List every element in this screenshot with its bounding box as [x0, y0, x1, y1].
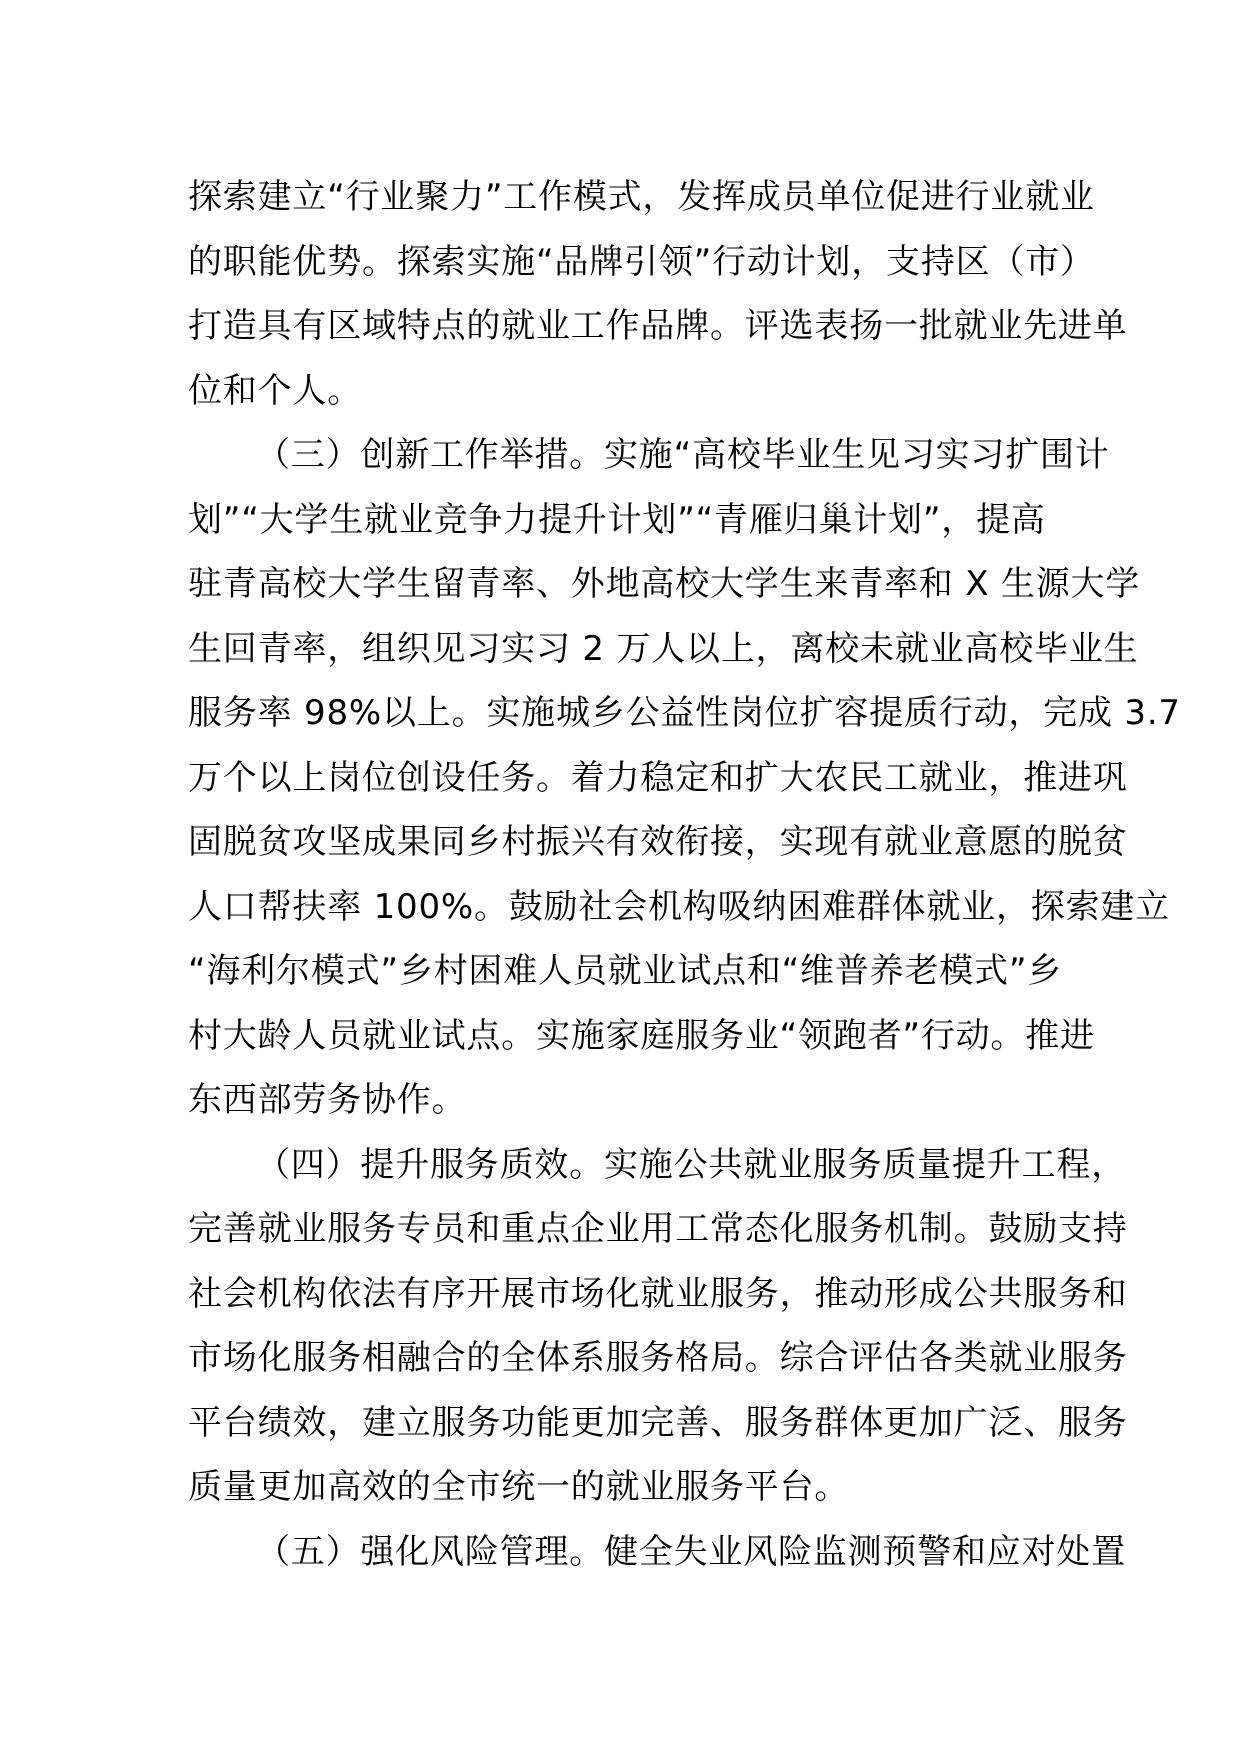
- section-heading-line: （四）提升服务质效。实施公共就业服务质量提升工程，: [256, 1144, 1126, 1185]
- section-heading-line: （三）创新工作举措。实施“高校毕业生见习实习扩围计: [256, 435, 1110, 475]
- document-body: [188, 165, 1181, 1584]
- text-line: 固脱贫攻坚成果同乡村振兴有效衔接，实现有就业意愿的脱贫: [188, 822, 1128, 862]
- section-heading-line: （五）强化风险管理。健全失业风险监测预警和应对处置: [256, 1531, 1126, 1572]
- text-line: 万个以上岗位创设任务。着力稳定和扩大农民工就业，推进巩: [188, 757, 1128, 798]
- paragraph-section-5: [188, 1520, 1126, 1585]
- text-line: 位和个人。: [188, 370, 362, 411]
- text-line: 东西部劳务协作。: [188, 1080, 467, 1120]
- text-line: 驻青高校大学生留青率、外地高校大学生来青率和 X 生源大学: [188, 564, 1141, 604]
- paragraph-section-3: [188, 423, 1181, 1133]
- text-line: 服务率 98%以上。实施城乡公益性岗位扩容提质行动，完成 3.7: [188, 693, 1181, 733]
- text-line: 探索建立“行业聚力”工作模式，发挥成员单位促进行业就业: [188, 177, 1095, 217]
- text-line: 的职能优势。探索实施“品牌引领”行动计划，支持区（市）: [188, 241, 1095, 282]
- text-line: 市场化服务相融合的全体系服务格局。综合评估各类就业服务: [188, 1338, 1128, 1378]
- text-line: 质量更加高效的全市统一的就业服务平台。: [188, 1467, 850, 1507]
- text-line: 平台绩效，建立服务功能更加完善、服务群体更加广泛、服务: [188, 1402, 1128, 1443]
- text-line: 生回青率，组织见习实习 2 万人以上，离校未就业高校毕业生: [188, 628, 1139, 669]
- text-line: 打造具有区域特点的就业工作品牌。评选表扬一批就业先进单: [188, 306, 1128, 346]
- text-line: 划”“大学生就业竞争力提升计划”“青雁归巢计划”，提高: [188, 499, 1046, 540]
- text-line: 村大龄人员就业试点。实施家庭服务业“领跑者”行动。推进: [188, 1015, 1095, 1056]
- paragraph-section-4: [188, 1133, 1128, 1520]
- text-line: “海利尔模式”乡村困难人员就业试点和“维普养老模式”乡: [188, 951, 1063, 991]
- text-line: 完善就业服务专员和重点企业用工常态化服务机制。鼓励支持: [188, 1209, 1128, 1249]
- text-line: 社会机构依法有序开展市场化就业服务，推动形成公共服务和: [188, 1273, 1128, 1314]
- paragraph-continuation: [188, 165, 1128, 423]
- text-line: 人口帮扶率 100%。鼓励社会机构吸纳困难群体就业，探索建立: [188, 886, 1171, 927]
